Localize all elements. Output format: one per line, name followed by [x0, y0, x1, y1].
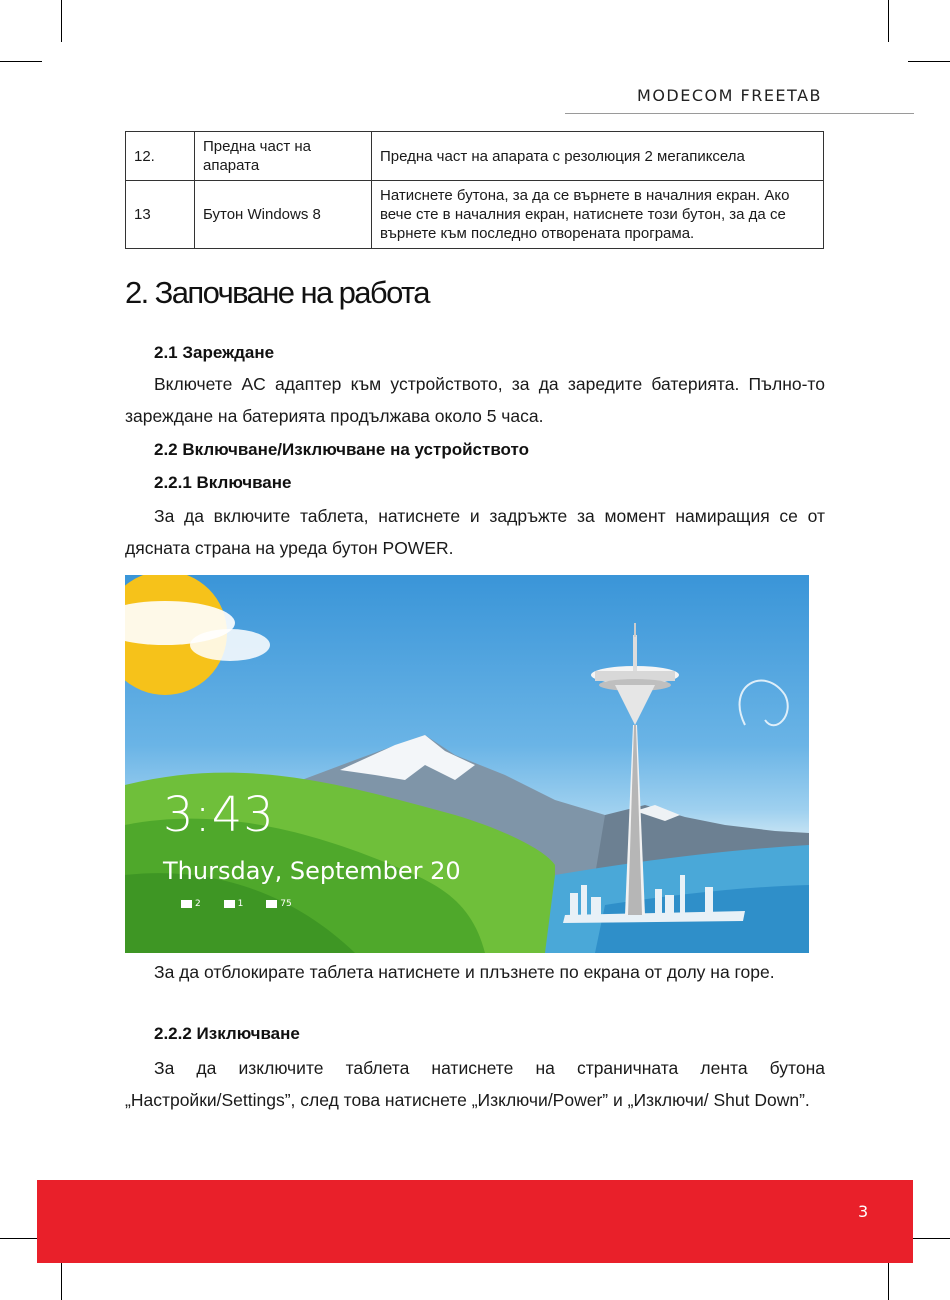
heading-power-off: 2.2.2 Изключване: [154, 1024, 300, 1043]
mail-icon: [181, 900, 192, 908]
row-name: Предна част на апарата: [195, 132, 372, 181]
crop-mark: [61, 1258, 62, 1300]
crop-mark: [0, 61, 42, 62]
lockscreen-scene: [125, 575, 809, 953]
lock-status-bar: [181, 899, 312, 909]
lock-time: 3:43: [163, 787, 275, 843]
row-description: Предна част на апарата с резолюция 2 мегапиксела: [372, 132, 824, 181]
footer-band: [37, 1180, 913, 1263]
unlock-text: За да отблокирате таблета натиснете и плъзнете по екрана от долу на горе.: [154, 962, 775, 982]
row-description: Натиснете бутона, за да се върнете в началния екран. Ако вече сте в началния екран, натиснете този бутон, за да се върнете към последно отворената програма.: [372, 181, 824, 249]
lock-date: Thursday, September 20: [163, 857, 461, 885]
lockscreen-image: [125, 575, 809, 953]
notification-status: 75: [266, 899, 291, 909]
heading-power-on-off: 2.2 Включване/Изключване на устройството: [154, 440, 529, 459]
header-brand: MODECOM FREETAB: [637, 86, 822, 105]
notification-icon: [266, 900, 277, 908]
row-number: 12.: [126, 132, 195, 181]
message-status: 1: [224, 899, 244, 909]
power-off-text: За да изключите таблета натиснете на страничната лента бутона „Настройки/Settings”, след това натиснете „Изключи/Power” и „Изключи/ Shut Down”.: [125, 1058, 825, 1110]
table-row: [126, 181, 824, 249]
message-icon: [224, 900, 235, 908]
section-title: 2. Започване на работа: [125, 275, 429, 310]
row-number: 13: [126, 181, 195, 249]
power-on-text: За да включите таблета, натиснете и задръжте за момент намиращия се от дясната страна на уреда бутон POWER.: [125, 506, 825, 558]
page-number: 3: [858, 1202, 869, 1221]
table-row: [126, 132, 824, 181]
heading-charging: 2.1 Зареждане: [154, 343, 275, 362]
crop-mark: [0, 1238, 42, 1239]
row-name: Бутон Windows 8: [195, 181, 372, 249]
spec-table: [125, 131, 824, 249]
charging-text: Включете AC адаптер към устройството, за да заредите батерията. Пълно-то зареждане на батерията продължава около 5 часа.: [125, 374, 825, 426]
heading-power-on: 2.2.1 Включване: [154, 473, 292, 492]
crop-mark: [61, 0, 62, 42]
crop-mark: [888, 0, 889, 42]
crop-mark: [888, 1258, 889, 1300]
mail-status: 2: [181, 899, 201, 909]
crop-mark: [908, 1238, 950, 1239]
crop-mark: [908, 61, 950, 62]
header-rule: [565, 113, 914, 114]
